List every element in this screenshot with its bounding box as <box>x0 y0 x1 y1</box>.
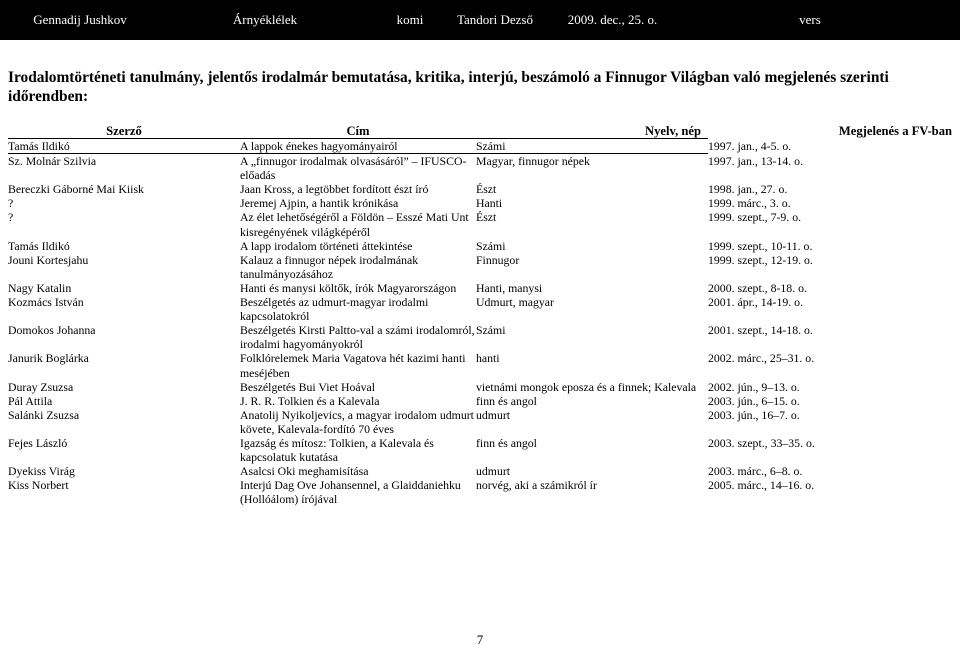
cell-author: Salánki Zsuzsa <box>8 407 80 422</box>
table-row <box>8 408 952 436</box>
cell-publication: 2003. szept., 33–35. o. <box>708 435 815 450</box>
cell-author: Dyekiss Virág <box>8 464 75 479</box>
table-row <box>8 210 952 238</box>
cell-language: Hanti <box>476 196 503 211</box>
cell-author: Kozmács István <box>8 295 84 310</box>
cell-language: Finnugor <box>476 252 520 267</box>
cell-language: Magyar, finnugor népek <box>476 154 590 169</box>
cell-title: Folklórelemek Maria Vagatova hét kazimi hanti meséjében <box>240 351 466 380</box>
column-header-title: Cím <box>240 125 476 139</box>
cell-language: Észt <box>476 210 497 225</box>
header-title: Árnyéklélek <box>232 12 298 27</box>
page-number: 7 <box>476 632 484 647</box>
cell-author: ? <box>8 196 14 211</box>
cell-author: Tamás Ildikó <box>8 139 240 154</box>
header-genre: vers <box>799 12 821 27</box>
cell-publication: 1997. jan., 13-14. o. <box>708 153 804 168</box>
cell-author: Duray Zsuzsa <box>8 379 74 394</box>
cell-author: Jouni Kortesjahu <box>8 252 89 267</box>
cell-language: norvég, aki a számikról ír <box>476 478 597 493</box>
cell-publication: 2001. szept., 14-18. o. <box>708 323 813 338</box>
table-row <box>8 182 952 196</box>
header-date: 2009. dec., 25. o. <box>567 12 658 27</box>
cell-publication: 2005. márc., 14–16. o. <box>708 478 815 493</box>
cell-language: udmurt <box>476 464 511 479</box>
cell-author: Bereczki Gáborné Mai Kiisk <box>8 182 144 197</box>
table-row <box>8 323 952 351</box>
cell-publication: 1999. szept., 12-19. o. <box>708 252 813 267</box>
table-row <box>8 196 952 210</box>
cell-publication: 2002. jún., 9–13. o. <box>708 379 800 394</box>
header-bar <box>0 0 960 40</box>
cell-author: Tamás Ildikó <box>8 238 70 253</box>
header-author: Gennadij Jushkov <box>33 12 127 27</box>
cell-author: Nagy Katalin <box>8 280 72 295</box>
cell-title: A „finnugor irodalmak olvasásáról” – IFUSCO-előadás <box>240 154 467 183</box>
cell-title: Jaan Kross, a legtöbbet fordított észt író <box>240 182 429 197</box>
cell-author: ? <box>8 210 14 225</box>
cell-title: Asalcsi Oki meghamisítása <box>240 464 369 479</box>
publications-table <box>8 125 952 506</box>
cell-language: finn és angol <box>476 393 537 408</box>
cell-title: A lapp irodalom történeti áttekintése <box>240 238 413 253</box>
cell-title: Beszélgetés Kirsti Paltto-val a számi irodalomról, irodalmi hagyományokról <box>240 323 475 352</box>
table-row <box>8 478 952 506</box>
table-row <box>8 139 952 154</box>
cell-publication: 2003. jún., 6–15. o. <box>708 393 800 408</box>
cell-title: J. R. R. Tolkien és a Kalevala <box>240 393 380 408</box>
column-header-author: Szerző <box>8 125 240 139</box>
cell-publication: 2003. márc., 6–8. o. <box>708 464 803 479</box>
cell-language: hanti <box>476 351 500 366</box>
cell-publication: 1998. jan., 27. o. <box>708 182 788 197</box>
cell-author: Janurik Boglárka <box>8 351 89 366</box>
cell-title: Kalauz a finnugor népek irodalmának tanulmányozásához <box>240 252 419 281</box>
column-header-publication: Megjelenés a FV-ban <box>838 124 952 139</box>
table-row <box>8 380 952 394</box>
table-row <box>8 253 952 281</box>
cell-language: udmurt <box>476 407 511 422</box>
table-row <box>8 154 952 183</box>
cell-title: Anatolij Nyikoljevics, a magyar irodalom udmurt követe, Kalevala-fordító 70 éves <box>240 407 474 436</box>
cell-publication: 2003. jún., 16–7. o. <box>708 407 800 422</box>
cell-title: Interjú Dag Ove Johansennel, a Glaiddaniehku (Hollóálom) írójával <box>240 478 461 507</box>
cell-title: Az élet lehetőségéről a Földön – Esszé Mati Unt kisregényének világképéről <box>240 210 469 239</box>
cell-language: vietnámi mongok eposza és a finnek; Kalevala <box>476 379 697 394</box>
table-row <box>8 464 952 478</box>
cell-publication: 2002. márc., 25–31. o. <box>708 351 815 366</box>
cell-language: Hanti, manysi <box>476 280 543 295</box>
cell-publication: 1997. jan., 4-5. o. <box>708 138 792 153</box>
cell-title: Jeremej Ajpin, a hantik krónikása <box>240 196 399 211</box>
cell-author: Kiss Norbert <box>8 478 69 493</box>
header-translator: Tandori Dezső <box>457 12 533 27</box>
cell-author: Pál Attila <box>8 393 53 408</box>
table-row <box>8 351 952 379</box>
cell-publication: 1999. szept., 7-9. o. <box>708 210 802 225</box>
header-language: komi <box>396 12 424 27</box>
cell-title: Beszélgetés Bui Viet Hoával <box>240 379 376 394</box>
table-row <box>8 281 952 295</box>
cell-title: A lappok énekes hagyományairól <box>240 139 476 154</box>
cell-language: Észt <box>476 182 497 197</box>
cell-author: Domokos Johanna <box>8 323 96 338</box>
table-row <box>8 239 952 253</box>
cell-publication: 1999. márc., 3. o. <box>708 196 791 211</box>
cell-publication: 2000. szept., 8-18. o. <box>708 280 807 295</box>
table-row <box>8 394 952 408</box>
cell-language: Számi <box>476 238 506 253</box>
cell-language: Számi <box>476 323 506 338</box>
column-header-language: Nyelv, nép <box>476 125 708 139</box>
cell-title: Igazság és mítosz: Tolkien, a Kalevala és kapcsolatuk kutatása <box>240 435 434 465</box>
cell-language: finn és angol <box>476 435 537 450</box>
cell-author: Fejes László <box>8 435 68 450</box>
cell-publication: 2001. ápr., 14-19. o. <box>708 295 804 310</box>
cell-title: Hanti és manysi költők, írók Magyarországon <box>240 280 457 295</box>
intro-heading: Irodalomtörténeti tanulmány, jelentős irodalmár bemutatása, kritika, interjú, beszámoló a Finnugor Világban való megjelenés szerinti időrendben: <box>8 69 889 105</box>
cell-author: Sz. Molnár Szilvia <box>8 154 97 169</box>
table-row <box>8 436 952 464</box>
cell-language: Számi <box>476 139 708 154</box>
table-row <box>8 295 952 323</box>
cell-title: Beszélgetés az udmurt-magyar irodalmi kapcsolatokról <box>240 295 429 324</box>
table-body <box>8 139 952 507</box>
cell-publication: 1999. szept., 10-11. o. <box>708 238 813 253</box>
cell-language: Udmurt, magyar <box>476 295 554 310</box>
